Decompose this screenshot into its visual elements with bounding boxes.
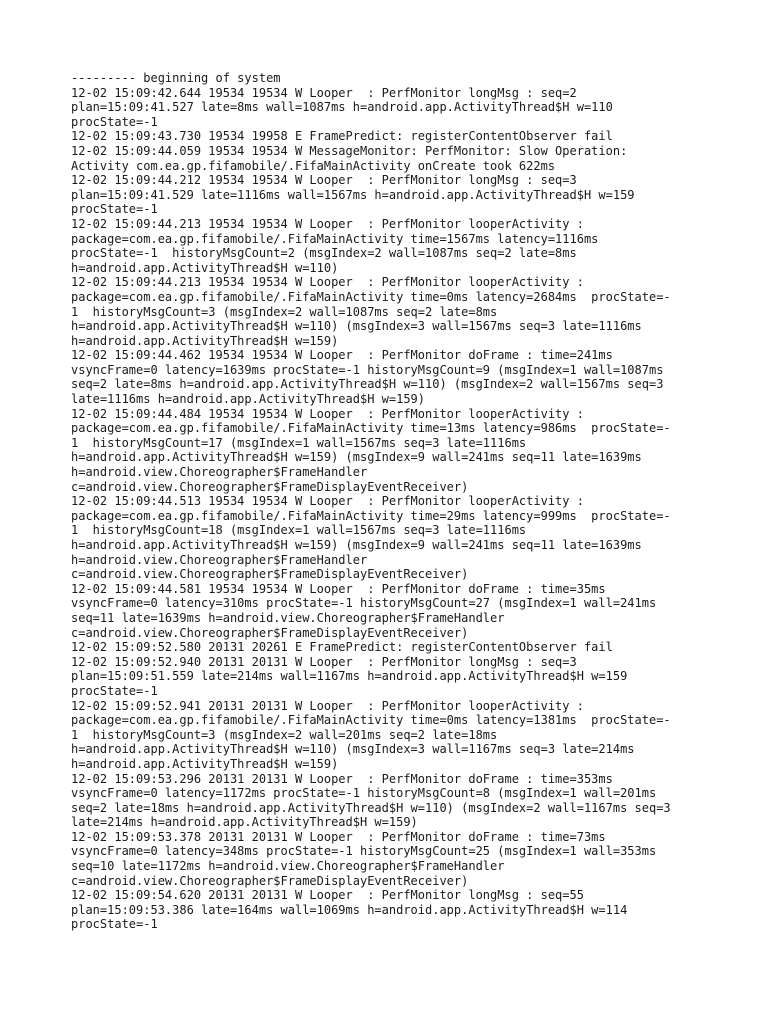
log-line: 12-02 15:09:42.644 19534 19534 W Looper : PerfMonitor longMsg : seq=2 (71, 85, 577, 100)
log-line: 12-02 15:09:44.213 19534 19534 W Looper : PerfMonitor looperActivity : (71, 216, 584, 231)
log-line: package=com.ea.gp.fifamobile/.FifaMainActivity time=0ms latency=1381ms procState=- (71, 713, 671, 728)
log-line: seq=2 late=8ms h=android.app.ActivityThread$H w=110) (msgIndex=2 wall=1567ms seq=3 (71, 377, 664, 392)
log-line: procState=-1 (71, 917, 158, 932)
log-line: procState=-1 (71, 683, 158, 698)
log-line: h=android.view.Choreographer$FrameHandler (71, 552, 368, 567)
log-line: h=android.app.ActivityThread$H w=110) (71, 260, 339, 275)
log-line: vsyncFrame=0 latency=1639ms procState=-1 historyMsgCount=9 (msgIndex=1 wall=1087ms (71, 362, 664, 377)
log-line: seq=2 late=18ms h=android.app.ActivityThread$H w=110) (msgIndex=2 wall=1167ms seq=3 (71, 800, 671, 815)
log-line: h=android.view.Choreographer$FrameHandler (71, 465, 368, 480)
log-line: 12-02 15:09:44.059 19534 19534 W MessageMonitor: PerfMonitor: Slow Operation: (71, 143, 628, 158)
log-line: h=android.app.ActivityThread$H w=110) (msgIndex=3 wall=1567ms seq=3 late=1116ms (71, 319, 642, 334)
log-line: vsyncFrame=0 latency=310ms procState=-1 historyMsgCount=27 (msgIndex=1 wall=241ms (71, 596, 657, 611)
log-line: 12-02 15:09:54.620 20131 20131 W Looper : PerfMonitor longMsg : seq=55 (71, 888, 584, 903)
log-line: procState=-1 (71, 114, 158, 129)
log-line: 12-02 15:09:52.580 20131 20261 E FramePredict: registerContentObserver fail (71, 640, 613, 655)
log-line: 12-02 15:09:44.581 19534 19534 W Looper : PerfMonitor doFrame : time=35ms (71, 581, 606, 596)
log-line: Activity com.ea.gp.fifamobile/.FifaMainActivity onCreate took 622ms (71, 158, 556, 173)
log-line: seq=10 late=1172ms h=android.view.Choreographer$FrameHandler (71, 859, 505, 874)
log-line: 12-02 15:09:44.213 19534 19534 W Looper : PerfMonitor looperActivity : (71, 275, 584, 290)
log-line: h=android.app.ActivityThread$H w=159) (msgIndex=9 wall=241ms seq=11 late=1639ms (71, 450, 642, 465)
log-line: c=android.view.Choreographer$FrameDisplayEventReceiver) (71, 625, 469, 640)
log-line: procState=-1 historyMsgCount=2 (msgIndex=2 wall=1087ms seq=2 late=8ms (71, 246, 577, 261)
log-line: package=com.ea.gp.fifamobile/.FifaMainActivity time=0ms latency=2684ms procState=- (71, 289, 671, 304)
log-line: plan=15:09:53.386 late=164ms wall=1069ms h=android.app.ActivityThread$H w=114 (71, 902, 628, 917)
log-line: 12-02 15:09:43.730 19534 19958 E FramePredict: registerContentObserver fail (71, 129, 613, 144)
log-line: 1 historyMsgCount=3 (msgIndex=2 wall=1087ms seq=2 late=8ms (71, 304, 498, 319)
log-line: 12-02 15:09:44.212 19534 19534 W Looper : PerfMonitor longMsg : seq=3 (71, 173, 577, 188)
log-line: package=com.ea.gp.fifamobile/.FifaMainActivity time=13ms latency=986ms procState=- (71, 421, 671, 436)
log-line: package=com.ea.gp.fifamobile/.FifaMainActivity time=29ms latency=999ms procState=- (71, 508, 671, 523)
log-line: h=android.app.ActivityThread$H w=159) (71, 333, 339, 348)
log-line: seq=11 late=1639ms h=android.view.Choreographer$FrameHandler (71, 610, 505, 625)
log-line: 1 historyMsgCount=3 (msgIndex=2 wall=201ms seq=2 late=18ms (71, 727, 498, 742)
log-line: 1 historyMsgCount=18 (msgIndex=1 wall=1567ms seq=3 late=1116ms (71, 523, 527, 538)
log-line: vsyncFrame=0 latency=348ms procState=-1 historyMsgCount=25 (msgIndex=1 wall=353ms (71, 844, 657, 859)
log-line: --------- beginning of system (71, 71, 281, 85)
log-line: c=android.view.Choreographer$FrameDisplayEventReceiver) (71, 479, 469, 494)
log-line: plan=15:09:41.529 late=1116ms wall=1567ms h=android.app.ActivityThread$H w=159 (71, 187, 635, 202)
log-line: h=android.app.ActivityThread$H w=110) (msgIndex=3 wall=1167ms seq=3 late=214ms (71, 742, 635, 757)
log-line: late=1116ms h=android.app.ActivityThread$H w=159) (71, 392, 426, 407)
log-line: late=214ms h=android.app.ActivityThread$H w=159) (71, 815, 418, 830)
log-line: package=com.ea.gp.fifamobile/.FifaMainActivity time=1567ms latency=1116ms (71, 231, 599, 246)
log-line: 12-02 15:09:53.378 20131 20131 W Looper : PerfMonitor doFrame : time=73ms (71, 829, 606, 844)
log-text-body (71, 71, 711, 932)
log-line: c=android.view.Choreographer$FrameDisplayEventReceiver) (71, 567, 469, 582)
log-line: 12-02 15:09:44.484 19534 19534 W Looper : PerfMonitor looperActivity : (71, 406, 584, 421)
log-line: h=android.app.ActivityThread$H w=159) (msgIndex=9 wall=241ms seq=11 late=1639ms (71, 538, 642, 552)
log-line: h=android.app.ActivityThread$H w=159) (71, 756, 339, 771)
log-line: plan=15:09:51.559 late=214ms wall=1167ms h=android.app.ActivityThread$H w=159 (71, 669, 628, 684)
log-line: procState=-1 (71, 202, 158, 217)
log-line: 12-02 15:09:52.940 20131 20131 W Looper : PerfMonitor longMsg : seq=3 (71, 654, 577, 669)
log-line: 12-02 15:09:44.462 19534 19534 W Looper : PerfMonitor doFrame : time=241ms (71, 348, 613, 363)
log-line: vsyncFrame=0 latency=1172ms procState=-1 historyMsgCount=8 (msgIndex=1 wall=201ms (71, 786, 657, 801)
log-line: 12-02 15:09:44.513 19534 19534 W Looper : PerfMonitor looperActivity : (71, 494, 584, 509)
log-line: 1 historyMsgCount=17 (msgIndex=1 wall=1567ms seq=3 late=1116ms (71, 435, 527, 450)
log-line: c=android.view.Choreographer$FrameDisplayEventReceiver) (71, 873, 469, 888)
log-line: 12-02 15:09:53.296 20131 20131 W Looper : PerfMonitor doFrame : time=353ms (71, 771, 613, 786)
log-line: 12-02 15:09:52.941 20131 20131 W Looper : PerfMonitor looperActivity : (71, 698, 584, 713)
log-line: plan=15:09:41.527 late=8ms wall=1087ms h=android.app.ActivityThread$H w=110 (71, 100, 613, 115)
